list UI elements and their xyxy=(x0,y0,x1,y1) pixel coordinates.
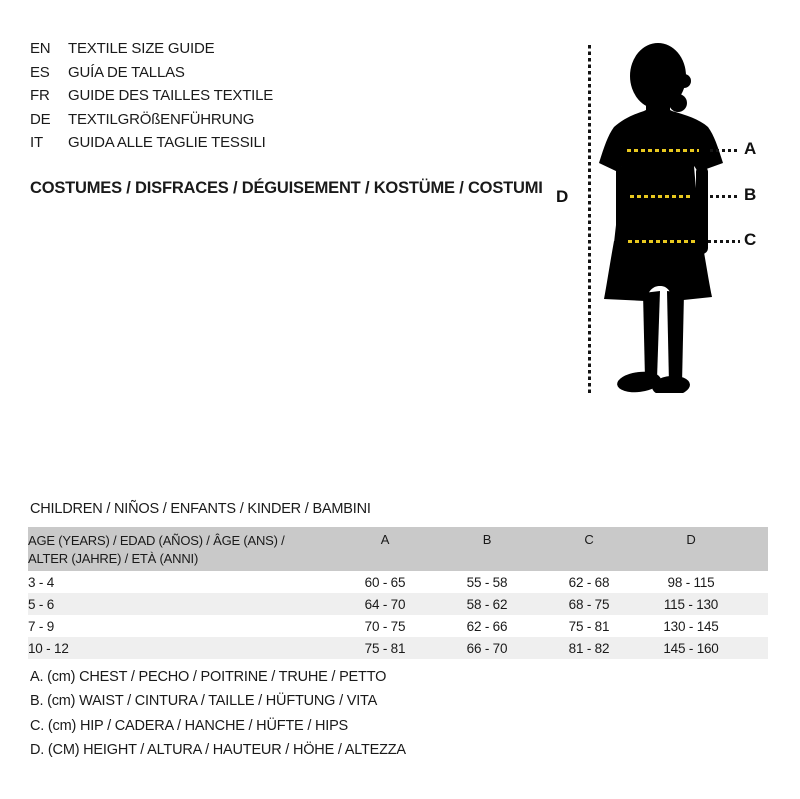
table-row xyxy=(28,593,768,615)
hip-cell: 68 - 75 xyxy=(568,596,610,612)
height-cell: 98 - 115 xyxy=(667,574,715,590)
column-header-a: A xyxy=(380,532,390,547)
language-row xyxy=(30,37,273,61)
size-table xyxy=(28,527,768,659)
hip-pointer-dots xyxy=(708,240,740,243)
language-code: DE xyxy=(30,110,51,128)
guide-title: TEXTILGRÖßENFÜHRUNG xyxy=(68,110,255,128)
language-row xyxy=(30,84,273,108)
guide-title: GUIDA ALLE TAGLIE TESSILI xyxy=(68,134,266,151)
age-column-header xyxy=(28,527,334,571)
legend-hip: C. (cm) HIP / CADERA / HANCHE / HÜFTE / HIPS xyxy=(30,717,349,734)
hip-cell: 81 - 82 xyxy=(568,640,610,656)
chest-measure-dash xyxy=(627,149,699,152)
language-row xyxy=(30,61,273,85)
language-row xyxy=(30,131,273,155)
height-cell: 115 - 130 xyxy=(663,596,719,612)
chest-cell: 64 - 70 xyxy=(364,596,406,612)
waist-cell: 66 - 70 xyxy=(466,640,508,656)
measure-label-b: B xyxy=(744,185,757,204)
legend-height: D. (CM) HEIGHT / ALTURA / HAUTEUR / HÖHE / ALTEZZA xyxy=(30,741,406,758)
chest-cell: 70 - 75 xyxy=(364,618,406,634)
height-cell: 145 - 160 xyxy=(663,640,719,656)
language-code: ES xyxy=(30,63,50,81)
language-code: FR xyxy=(30,87,50,104)
row-spacer xyxy=(742,637,768,659)
row-spacer xyxy=(742,571,768,593)
waist-cell: 62 - 66 xyxy=(466,618,508,634)
hip-cell: 62 - 68 xyxy=(568,574,610,590)
waist-pointer-dots xyxy=(710,195,740,198)
category-heading: COSTUMES / DISFRACES / DÉGUISEMENT / KOSTÜME / COSTUMI xyxy=(30,179,543,197)
table-row xyxy=(28,637,768,659)
guide-title: GUÍA DE TALLAS xyxy=(68,63,185,81)
column-header-d: D xyxy=(686,532,696,547)
height-dotted-line xyxy=(588,45,591,393)
measure-label-a: A xyxy=(744,139,757,158)
age-header-line1: AGE (YEARS) / EDAD (AÑOS) / ÂGE (ANS) / xyxy=(28,533,285,548)
age-cell: 5 - 6 xyxy=(28,596,55,612)
age-header-line2: ALTER (JAHRE) / ETÀ (ANNI) xyxy=(28,550,199,566)
table-header-row xyxy=(28,527,768,571)
waist-cell: 58 - 62 xyxy=(466,596,508,612)
age-cell: 10 - 12 xyxy=(28,640,69,656)
language-row xyxy=(30,108,273,132)
child-silhouette xyxy=(596,41,746,393)
column-header-c: C xyxy=(584,532,594,547)
header-spacer xyxy=(742,527,768,571)
waist-measure-dash xyxy=(630,195,692,198)
language-title-list xyxy=(30,37,273,155)
row-spacer xyxy=(742,593,768,615)
size-table-container xyxy=(28,527,768,659)
legend-waist: B. (cm) WAIST / CINTURA / TAILLE / HÜFTUNG / VITA xyxy=(30,693,378,710)
measurement-legend xyxy=(30,665,406,762)
height-cell: 130 - 145 xyxy=(663,618,719,634)
measure-label-c: C xyxy=(744,230,757,249)
table-row xyxy=(28,615,768,637)
table-row xyxy=(28,571,768,593)
language-code: EN xyxy=(30,40,51,57)
waist-cell: 55 - 58 xyxy=(466,574,508,590)
legend-chest: A. (cm) CHEST / PECHO / POITRINE / TRUHE / PETTO xyxy=(30,669,387,685)
chest-cell: 60 - 65 xyxy=(364,574,406,590)
row-spacer xyxy=(742,615,768,637)
chest-cell: 75 - 81 xyxy=(364,640,406,656)
guide-title: GUIDE DES TAILLES TEXTILE xyxy=(68,87,274,104)
age-cell: 3 - 4 xyxy=(28,574,55,590)
age-cell: 7 - 9 xyxy=(28,618,55,634)
column-header-b: B xyxy=(482,532,492,547)
table-section-title: CHILDREN / NIÑOS / ENFANTS / KINDER / BAMBINI xyxy=(30,501,371,517)
language-code: IT xyxy=(30,134,43,151)
guide-title: TEXTILE SIZE GUIDE xyxy=(68,40,215,57)
hip-measure-dash xyxy=(628,240,698,243)
hip-cell: 75 - 81 xyxy=(568,618,610,634)
chest-pointer-dots xyxy=(710,149,740,152)
measure-label-d: D xyxy=(556,187,569,206)
